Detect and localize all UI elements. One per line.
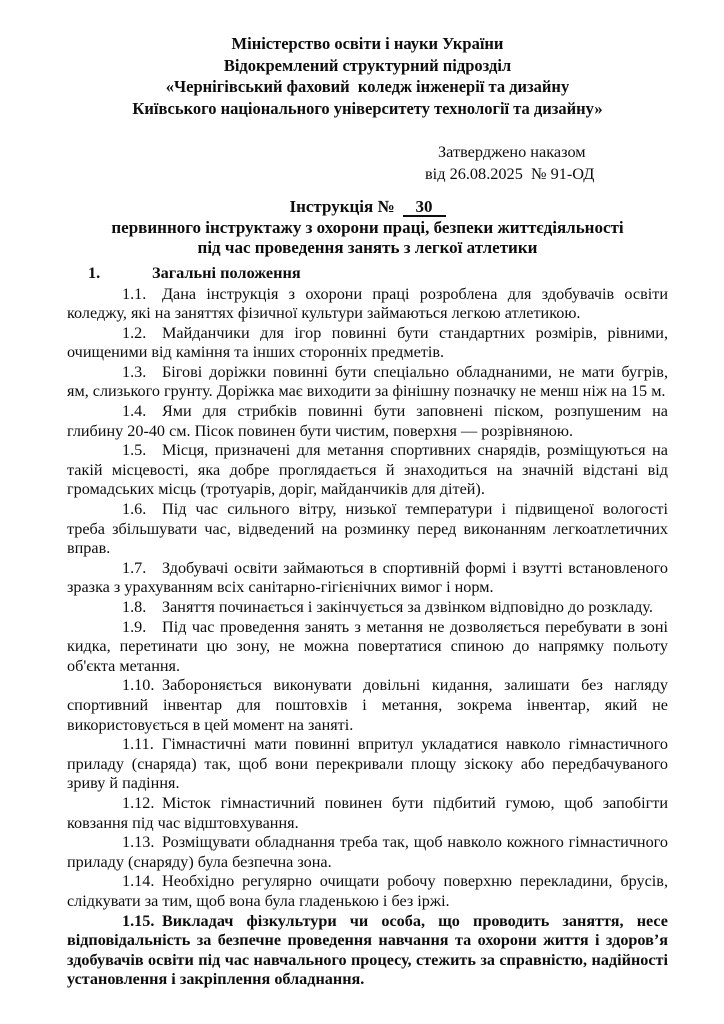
paragraph-text: Викладач фізкультури чи особа, що проводить заняття, несе відповідальність за безпечне проведення навчання та охорони життя і здоров’я здобувачів освіти під час навчального процесу, стежить за справністю, надійності установлення і закріплення обладнання. <box>67 911 668 989</box>
paragraph-text: Під час сильного вітру, низької температури і підвищеної вологості треба збільшувати час, відведений на розминку перед виконанням легкоатлетичних вправ. <box>67 500 668 558</box>
paragraph-text: Розміщувати обладнання треба так, щоб навколо кожного гімнастичного приладу (снаряду) була безпечна зона. <box>67 833 668 871</box>
paragraph-1-12 <box>67 794 668 833</box>
paragraph-1-6 <box>67 500 668 559</box>
approval-block <box>67 141 668 185</box>
paragraph-number: 1.4. <box>122 402 147 421</box>
paragraph-number: 1.3. <box>122 362 147 381</box>
paragraph-text: Бігові доріжки повинні бути спеціально обладнаними, не мати бугрів, ям, слизького грунту. Доріжка має виходити за фінішну позначку не менш ніж на 15 м. <box>67 362 668 401</box>
title-line-number <box>67 197 668 218</box>
paragraph-text: Заняття починається і закінчується за дзвінком відповідно до розкладу. <box>162 598 653 616</box>
paragraph-text: Місток гімнастичний повинен бути підбитий гумою, щоб запобігти ковзання під час відштовхування. <box>67 793 668 832</box>
title-line-subject: первинного інструктажу з охорони праці, безпеки життєдіяльності <box>111 217 624 237</box>
paragraph-text: Забороняється виконувати довільні кидання, залишати без нагляду спортивний інвентар для поштовхів і метання, зокрема інвентар, який не використовується в цей момент на заняті. <box>67 676 668 734</box>
section-heading <box>67 263 668 283</box>
paragraph-number: 1.12. <box>122 793 155 812</box>
paragraph-1-4 <box>67 402 668 441</box>
paragraph-1-15 <box>67 912 668 990</box>
header-line-college: «Чернігівський фаховий коледж інженерії та дизайну <box>165 77 570 96</box>
section-paragraphs <box>67 285 668 990</box>
paragraph-1-9 <box>67 618 668 677</box>
paragraph-number: 1.11. <box>122 735 154 754</box>
paragraph-number: 1.9. <box>122 617 147 636</box>
header-line-university: Київського національного університету технології та дизайну» <box>132 98 603 118</box>
instruction-number-prefix: Інструкція № <box>289 197 395 216</box>
header-line-subdivision: Відокремлений структурний підрозділ <box>223 55 512 75</box>
paragraph-1-1 <box>67 285 668 324</box>
approval-line-approved: Затверджено наказом <box>438 142 586 161</box>
instruction-number: 30 <box>403 198 446 217</box>
paragraph-text: Майданчики для ігор повинні бути стандартних розмірів, рівними, очищеними від каміння та інших сторонніх предметів. <box>67 323 668 362</box>
paragraph-1-14 <box>67 872 668 911</box>
paragraph-number: 1.2. <box>122 323 147 342</box>
paragraph-1-13 <box>67 833 668 872</box>
paragraph-number: 1.1. <box>122 284 147 303</box>
paragraph-number: 1.8. <box>122 598 147 616</box>
paragraph-text: Під час проведення занять з метання не дозволяється перебувати в зоні кидка, перетинати цю зону, не можна повертатися спиною до напрямку польоту об'єкта метання. <box>67 617 668 675</box>
paragraph-1-10 <box>67 676 668 735</box>
paragraph-text: Здобувачі освіти займаються в спортивній формі і взутті встановленого зразка з урахуванням всіх санітарно-гігієнічних вимог і норм. <box>67 558 668 597</box>
paragraph-number: 1.7. <box>122 558 147 577</box>
paragraph-1-5 <box>67 441 668 500</box>
approval-line-order-date: від 26.08.2025 № 91-ОД <box>425 164 595 183</box>
paragraph-1-7 <box>67 559 668 598</box>
paragraph-text: Гімнастичні мати повинні впритул укладатися навколо гімнастичного приладу (снаряда) так, щоб вони перекривали площу зіскоку або передбачуваного зриву й падіння. <box>67 735 668 793</box>
section-number: 1. <box>88 262 101 282</box>
paragraph-number: 1.14. <box>122 872 155 891</box>
paragraph-text: Дана інструкція з охорони праці розроблена для здобувачів освіти коледжу, які на заняттях фізичної культури займаються легкою атлетикою. <box>67 284 668 323</box>
section-heading-text: Загальні положення <box>152 262 301 282</box>
paragraph-number: 1.6. <box>122 500 147 519</box>
document-header <box>67 33 668 119</box>
paragraph-text: Місця, призначені для метання спортивних снарядів, розміщуються на такій місцевості, яка добре проглядається й знаходиться на значній відстані від громадських місць (тротуарів, доріг, майданчиків для дітей). <box>67 441 668 499</box>
paragraph-1-8 <box>67 598 668 618</box>
paragraph-number: 1.15. <box>122 911 155 930</box>
paragraph-number: 1.5. <box>122 441 147 460</box>
paragraph-1-11 <box>67 735 668 794</box>
title-line-activity: під час проведення занять з легкої атлетики <box>197 238 538 257</box>
paragraph-number: 1.13. <box>122 833 155 852</box>
paragraph-1-3 <box>67 363 668 402</box>
paragraph-text: Ями для стрибків повинні бути заповнені піском, розпушеним на глибину 20-40 см. Пісок повинен бути чистим, поверхня — розрівняною. <box>67 402 668 440</box>
header-line-ministry: Міністерство освіти і науки України <box>231 34 504 53</box>
paragraph-1-2 <box>67 324 668 363</box>
document-title <box>67 197 668 259</box>
paragraph-number: 1.10. <box>122 676 155 695</box>
paragraph-text: Необхідно регулярно очищати робочу поверхню перекладини, брусів, слідкувати за тим, щоб вона була гладенькою і без іржі. <box>67 872 668 910</box>
